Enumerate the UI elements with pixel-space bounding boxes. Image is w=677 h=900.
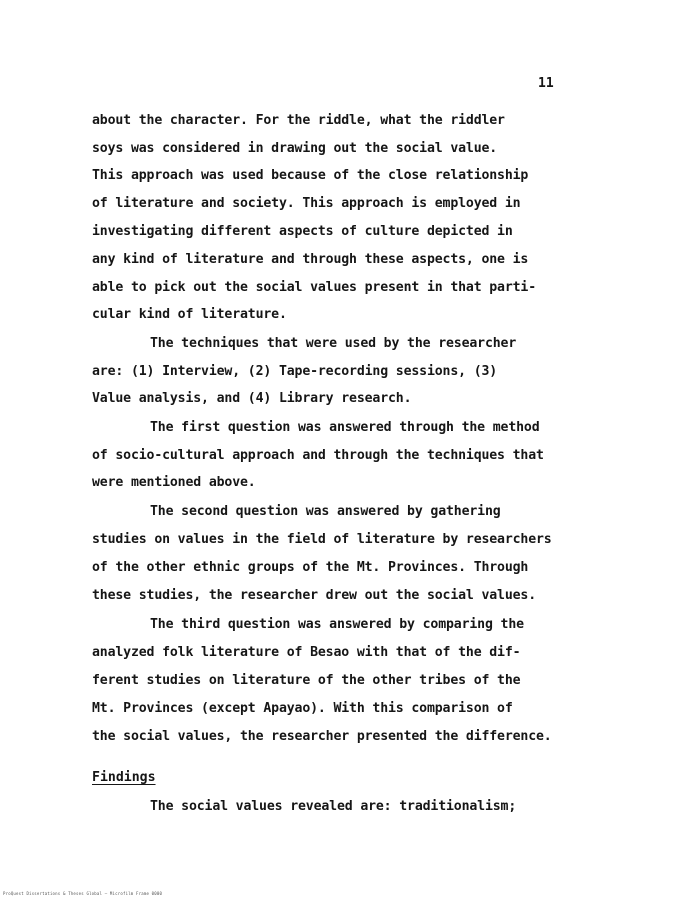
text-line: This approach was used because of the close relationship (92, 168, 529, 183)
text-line: of socio-cultural approach and through the techniques that (92, 448, 544, 463)
text-line: of the other ethnic groups of the Mt. Provinces. Through (92, 560, 529, 575)
text-line: are: (1) Interview, (2) Tape-recording sessions, (3) (92, 364, 498, 379)
microfilm-footer-stamp: ProQuest Dissertations & Theses Global — Microfilm Frame 0000 (3, 891, 163, 896)
text-line: soys was considered in drawing out the social value. (92, 141, 498, 156)
paragraph-first-line: The second question was answered by gathering (150, 504, 501, 519)
text-line: these studies, the researcher drew out the social values. (92, 588, 537, 603)
text-line: studies on values in the field of literature by researchers (92, 532, 552, 547)
text-line: able to pick out the social values present in that parti- (92, 280, 537, 295)
text-line: were mentioned above. (92, 475, 256, 490)
paragraph-first-line: The first question was answered through the method (150, 420, 540, 435)
paragraph-first-line: The techniques that were used by the researcher (150, 336, 517, 351)
text-line: the social values, the researcher presented the difference. (92, 729, 552, 744)
findings-first-line: The social values revealed are: traditionalism; (150, 799, 517, 814)
text-line: ferent studies on literature of the other tribes of the (92, 673, 521, 688)
text-line: cular kind of literature. (92, 307, 287, 322)
text-line: analyzed folk literature of Besao with that of the dif- (92, 645, 521, 660)
text-line: investigating different aspects of culture depicted in (92, 224, 513, 239)
text-line: Mt. Provinces (except Apayao). With this comparison of (92, 701, 513, 716)
text-line: any kind of literature and through these aspects, one is (92, 252, 529, 267)
paragraph-first-line: The third question was answered by comparing the (150, 617, 524, 632)
text-line: Value analysis, and (4) Library research. (92, 391, 412, 406)
text-line: about the character. For the riddle, what the riddler (92, 113, 505, 128)
findings-heading: Findings (92, 770, 156, 785)
text-line: of literature and society. This approach is employed in (92, 196, 521, 211)
page-number: 11 (538, 76, 554, 91)
